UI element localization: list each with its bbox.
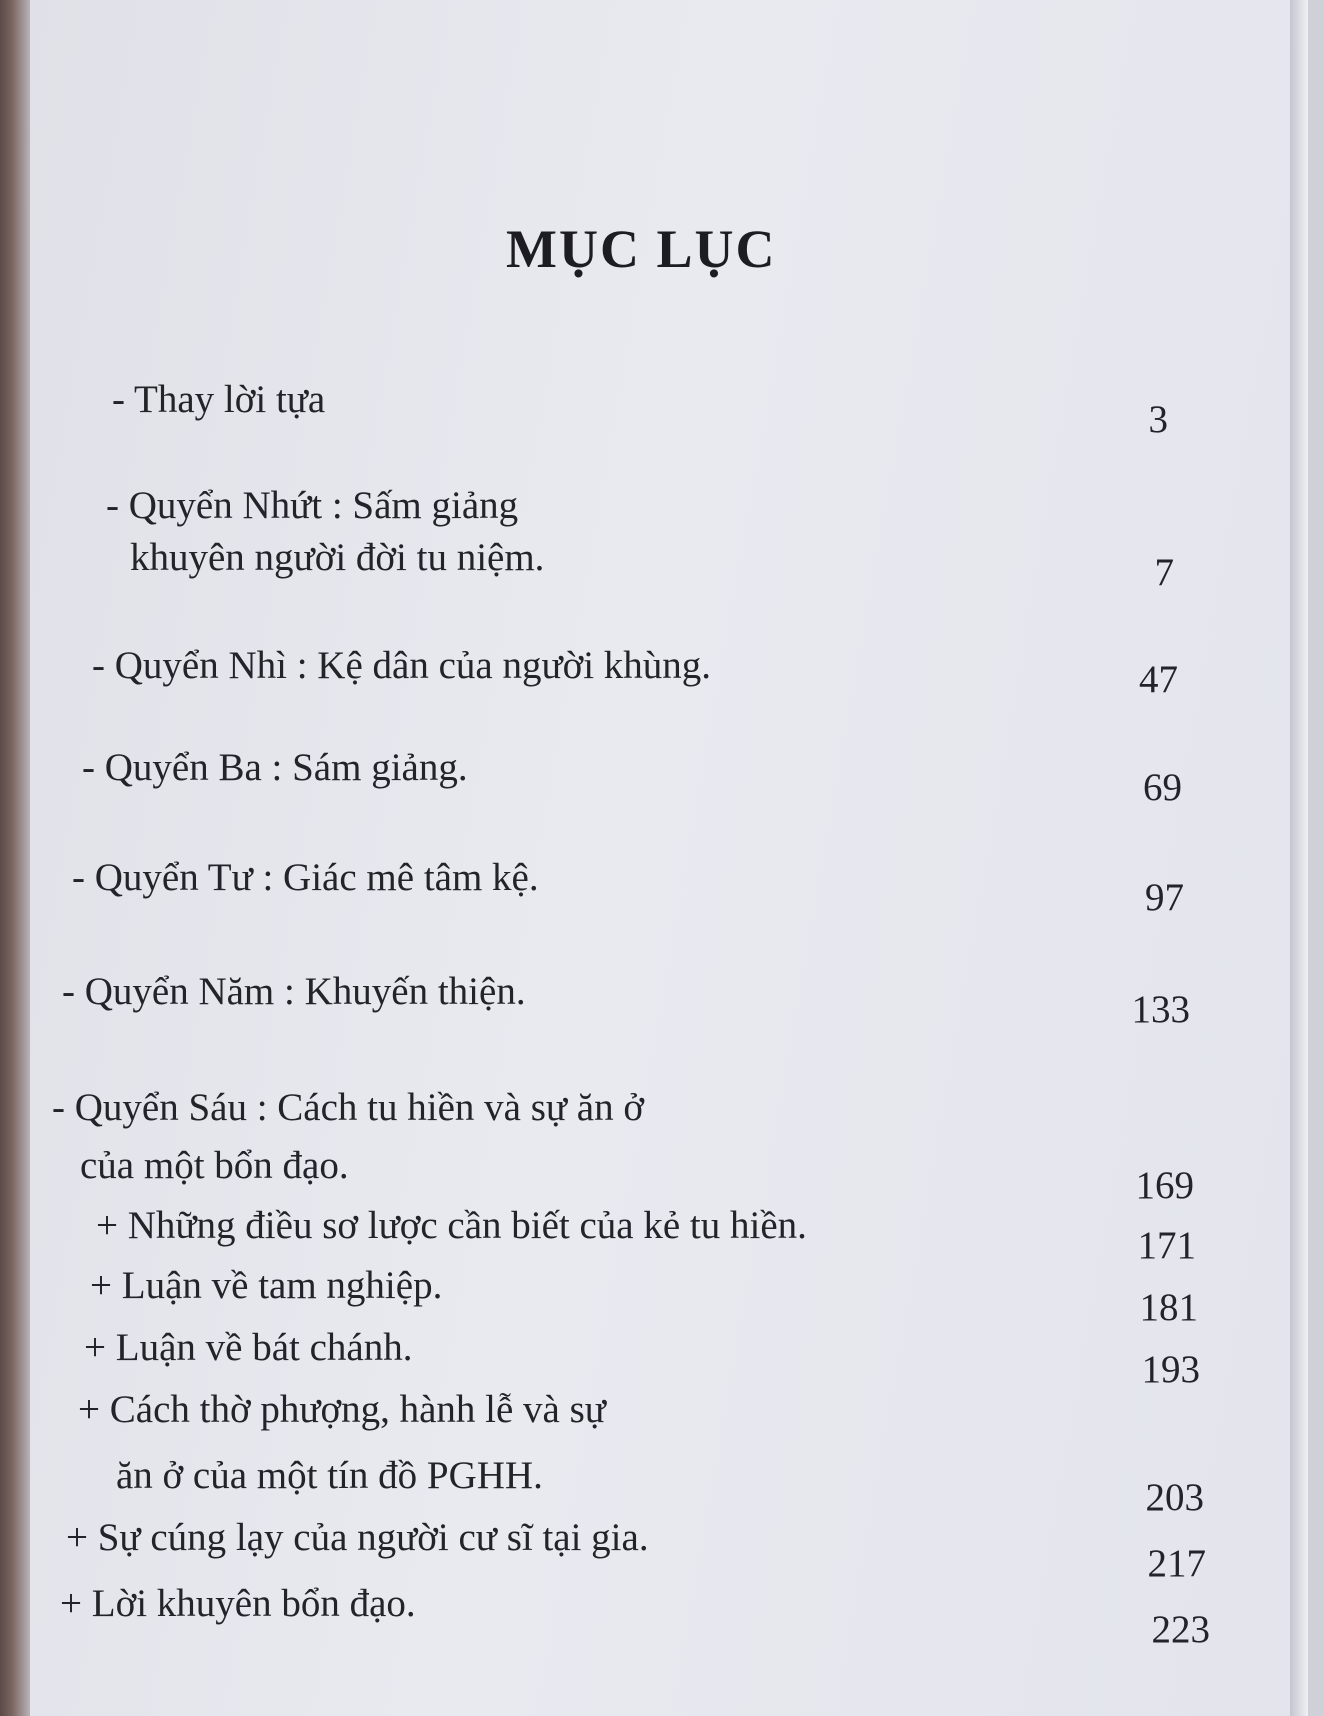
toc-entry-5-page: 97 <box>1145 876 1184 919</box>
toc-entry-4-text: - Quyển Ba : Sám giảng. <box>82 746 468 789</box>
toc-entry-9-page: 181 <box>1139 1286 1198 1329</box>
toc-entry-3-text: - Quyển Nhì : Kệ dân của người khùng. <box>92 644 712 687</box>
toc-entry-2-page: 7 <box>1154 551 1174 594</box>
toc-heading: MỤC LỤC <box>506 219 777 279</box>
book-spine <box>0 0 30 1716</box>
toc-entry-13-text: + Lời khuyên bổn đạo. <box>60 1582 416 1625</box>
toc-entry-8-text: + Những điều sơ lược cần biết của kẻ tu hiền. <box>96 1204 807 1247</box>
toc-entry-12-page: 217 <box>1147 1542 1206 1585</box>
toc-entry-9-text: + Luận về tam nghiệp. <box>90 1264 443 1307</box>
toc-entry-11-page: 203 <box>1145 1476 1204 1519</box>
toc-entry-3-page: 47 <box>1139 658 1178 701</box>
toc-entry-7-text-line-1: - Quyển Sáu : Cách tu hiền và sự ăn ở <box>52 1086 644 1129</box>
toc-entry-2-text-line-1: - Quyển Nhứt : Sấm giảng <box>106 484 519 527</box>
toc-entry-1-text: - Thay lời tựa <box>112 378 326 421</box>
toc-entry-1-page: 3 <box>1148 398 1168 441</box>
toc-entry-7-text-line-2: của một bổn đạo. <box>80 1144 349 1187</box>
toc-entry-11-text-line-1: + Cách thờ phượng, hành lễ và sự <box>78 1388 606 1431</box>
toc-entry-6-text: - Quyển Năm : Khuyến thiện. <box>62 970 526 1013</box>
toc-entry-6-page: 133 <box>1131 988 1190 1031</box>
toc-entry-5-text: - Quyển Tư : Giác mê tâm kệ. <box>72 856 539 899</box>
toc-entry-13-page: 223 <box>1151 1608 1210 1651</box>
page-edge <box>1290 0 1308 1716</box>
toc-entry-11-text-line-2: ăn ở của một tín đồ PGHH. <box>116 1454 543 1497</box>
toc-entry-10-page: 193 <box>1141 1348 1200 1391</box>
toc-entry-10-text: + Luận về bát chánh. <box>84 1326 413 1369</box>
toc-entry-7-page: 169 <box>1135 1164 1194 1207</box>
toc-entry-4-page: 69 <box>1143 766 1182 809</box>
toc-entry-2-text-line-2: khuyên người đời tu niệm. <box>130 536 545 579</box>
toc-entry-12-text: + Sự cúng lạy của người cư sĩ tại gia. <box>66 1516 649 1559</box>
toc-entry-8-page: 171 <box>1137 1224 1196 1267</box>
